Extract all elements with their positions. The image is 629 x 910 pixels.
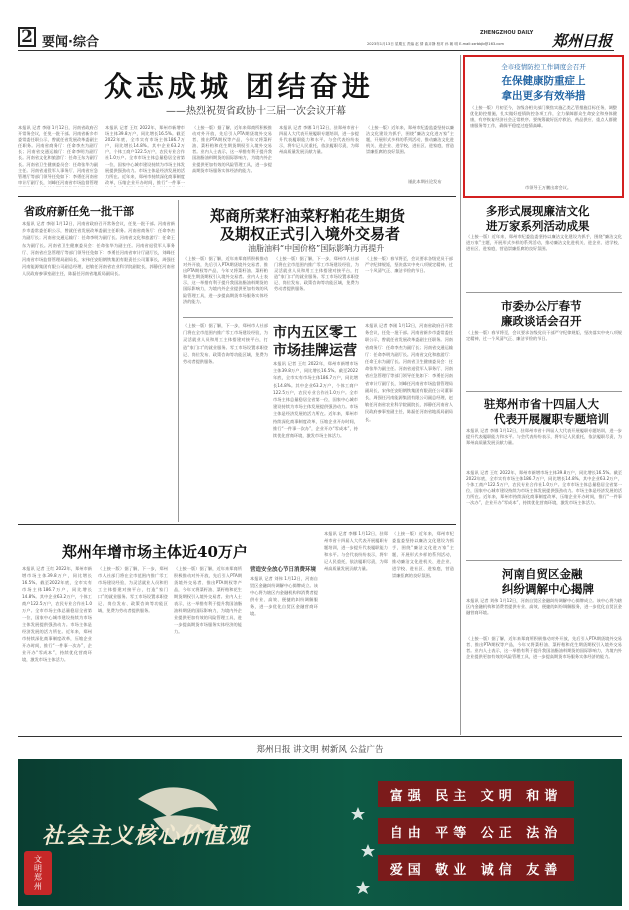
ad-seal <box>24 851 52 895</box>
right-rule-3 <box>466 560 622 561</box>
story-center-mid-body-left: （上接一版）据了解，下一步，郑州市人社部门将在全市范围内推广零工市场建设经验，为灵活就业人员和用工主体搭建对接平台，打造“家门口”的就业服务。零工市场设置求职登记、岗位发布、政策咨询等功能区域，免费为劳动者提供服务。 <box>183 323 268 365</box>
story-right-2-headline-1: 市委办公厅春节 <box>501 299 582 313</box>
page-number-box <box>18 27 36 47</box>
sidebar-body: （上接一版）月初至今，各级各相关部门聚焦实施乙类乙管措施目标任务，调整优化防控措施，扎实做好疫情防控各项工作，全力保障群众生命安全和身体健康，有序恢复经济社会正常秩序。要统筹做好医疗救治、药品供应、重点人群健康服务等工作，确保平稳度过疫情高峰。 <box>470 105 617 129</box>
lead-subheadline: ——热烈祝贺省政协十三届一次会议开幕 <box>166 106 346 117</box>
masthead-logo: 郑州日报 <box>552 32 613 50</box>
story-left-mid-body-6: （上接一版）近年来，郑州市纪委监委坚持以廉洁文化建设为抓手，围绕“廉洁文化进万家”主题，开展形式多样的系列活动，推动廉洁文化进机关、进企业、进学校、进社区、进家庭，营造崇廉拒腐的良好氛围。 <box>392 531 454 578</box>
story-right-4-headline-2: 纠纷调解中心揭牌 <box>502 582 594 596</box>
lead-body-5: （上接一版）近年来，郑州市纪委监委坚持以廉洁文化建设为抓手，围绕“廉洁文化进万家”主题，开展形式多样的系列活动，推动廉洁文化进机关、进企业、进学校、进社区、进家庭，营造崇廉拒腐的良好氛围。 <box>366 125 454 155</box>
right-rule-1 <box>466 292 622 293</box>
lead-closing: 谨此本期社论发布 <box>408 179 442 184</box>
story-right-4-body: 本报讯 记者 刘伟 1月12日，河南自贸区金融纠纷调解中心揭牌成立。该中心将为辖区内金融机构和消费者提供专业、高效、便捷的纠纷调解服务，进一步优化自贸区金融营商环境。 <box>466 598 622 616</box>
story-right-1-headline-2: 进万家系列活动成果 <box>486 219 590 233</box>
ad-values-row-1 <box>378 781 574 807</box>
story-left-mid-body-5: 本报讯 记者 李娜 1月12日，驻郑州市省十四届人大代表开展履职专题培训，进一步提升代表履职能力和水平。与会代表纷纷表示，将牢记人民重托，依法履职尽责，为郑州高质量发展贡献力量。 <box>324 531 388 571</box>
ad-values-row-2 <box>378 818 574 844</box>
lead-body-4: 本报讯 记者 李娜 1月12日，驻郑州市省十四届人大代表开展履职专题培训，进一步提升代表履职能力和水平。与会代表纷纷表示，将牢记人民重托，依法履职尽责，为郑州高质量发展贡献力量。 <box>279 125 359 155</box>
ad-values-row-2-text: 自由 平等 公正 法治 <box>389 825 563 841</box>
ad-panel <box>18 759 622 906</box>
story-left-top-body: 本报讯 记者 李刚 1月12日，河南省政府召开常务会议，任免一批干部。河南省新乡市委常委任职公示，曾就任省发展改革委副主任职务。河南省商务厅：任命李杰为副厅长；河南省交通运输厅：任命李明为副厅长。河南省文化和旅游厅：任命王东为副厅长。河南省卫生健康委员会：任命张华为副主任。河南省退役军人事务厅、河南省应急管理厅等部门领导任免如下：李勇任河南省审计厅副厅长，刘峰任河南省市场监督管理局副局长，宋伟任安阳钢铁集团有限责任公司董事长，周强任河南能源集团有限公司副总经理，赵敏任河南省农业科学院副院长，郭静任河南省人民政府参事室副主任，陈磊任河南省地质局副局长。 <box>22 221 175 277</box>
right-rule-2 <box>466 391 622 392</box>
story-center-top-subheadline: 油脂油料“中国价格”国际影响力再提升 <box>248 244 385 253</box>
story-center-mid-headline-2: 市场挂牌运营 <box>273 343 357 359</box>
ad-banner <box>18 739 622 906</box>
section-title: 要闻·综合 <box>42 35 99 50</box>
story-right-3-body-cont: 本报讯 记者 王红 2022年，郑州市新增市场主体39.8万户，同比增长16.5%。截至2022年底，全市实有市场主体186.7万户，同比增长14.8%。其中企业63.2万户，个体工商户122.5万户，农民专业合作社1.0万户。全市市场主体总量稳居全省第一位，国家中心城市建设持续为市场主体发展提供强劲动力。市场主体是经济发展的活力所在。近年来，郑州市持续深化商事制度改革，压缩企业开办时间，推行“一件事一次办”，企业开办“零成本”，持续优化营商环境，激发市场主体活力。 <box>466 470 622 506</box>
ad-tagline <box>18 739 622 759</box>
story-center-mid-body-right: 本报讯 记者 李刚 1月12日，河南省政府召开常务会议，任免一批干部。河南省新乡市委常委任职公示，曾就任省发展改革委副主任职务。河南省商务厅：任命李杰为副厅长；河南省交通运输厅：任命李明为副厅长。河南省文化和旅游厅：任命王东为副厅长。河南省卫生健康委员会：任命张华为副主任。河南省退役军人事务厅、河南省应急管理厅等部门领导任免如下：李勇任河南省审计厅副厅长，刘峰任河南省市场监督管理局副局长，宋伟任安阳钢铁集团有限责任公司董事长，周强任河南能源集团有限公司副总经理，赵敏任河南省农业科学院副院长，郭静任河南省人民政府参事室副主任，陈磊任河南省地质局副局长。 <box>365 323 453 422</box>
story-right-2-headline-2: 廉政谈话会召开 <box>501 314 582 328</box>
story-right-3-headline-1: 驻郑州市省十四届人大 <box>484 397 599 411</box>
paper-pinyin: ZHENGZHOU DAILY <box>480 30 534 36</box>
story-center-top-body-3: （上接一版）春节将至，会议要求各级党员干部严守纪律规矩，坚决落实中央八项规定精神，过一个风清气正、廉洁节俭的节日。 <box>365 256 453 274</box>
lead-headline: 众志成城 团结奋进 <box>104 70 374 103</box>
page-number: 2 <box>21 27 33 47</box>
story-left-mid-headline: 郑州年增市场主体近40万户 <box>62 543 248 561</box>
ad-tagline-text: 郑州日报 讲文明 树新风 公益广告 <box>256 745 384 755</box>
story-right-3-headline-2: 代表开展履职专题培训 <box>494 412 609 426</box>
ad-seal-text: 文明郑州 <box>33 855 43 891</box>
story-left-mid-body-1: 本报讯 记者 王红 2022年，郑州市新增市场主体39.8万户，同比增长16.5%。截至2022年底，全市实有市场主体186.7万户，同比增长14.8%。其中企业63.2万户，个体工商户122.5万户，农民专业合作社1.0万户。全市市场主体总量稳居全省第一位，国家中心城市建设持续为市场主体发展提供强劲动力。市场主体是经济发展的活力所在。近年来，郑州市持续深化商事制度改革，压缩企业开办时间，推行“一件事一次办”，企业开办“零成本”，持续优化营商环境，激发市场主体活力。 <box>22 566 92 662</box>
story-right-2-body: （上接一版）春节将至，会议要求各级党员干部严守纪律规矩，坚决落实中央八项规定精神，过一个风清气正、廉洁节俭的节日。 <box>466 330 622 342</box>
story-right-4-body-cont: （上接一版）据了解，近年来郑商所积极推动对外开放，先后引入PTA期货境外交易者、推出PTA期权等产品，今年又将菜籽油、菜籽粕和花生期货期权引入境外交易者。业内人士表示，这一举措有利于提升我国油脂油料期货的国际影响力，为境内外企业提供更加有效的风险管理工具，进一步提高期货市场服务实体经济的能力。 <box>466 636 622 660</box>
sidebar-note: 市领导王万鹏出席会议。 <box>525 185 572 190</box>
lead-body-1: 本报讯 记者 李刚 1月12日，河南省政府召开常务会议，任免一批干部。河南省新乡市委常委任职公示，曾就任省发展改革委副主任职务。河南省商务厅：任命李杰为副厅长；河南省交通运输厅：任命李明为副厅长。河南省文化和旅游厅：任命王东为副厅长。河南省卫生健康委员会：任命张华为副主任。河南省退役军人事务厅、河南省应急管理厅等部门领导任免如下：李勇任河南省审计厅副厅长，刘峰任河南省市场监督管理 <box>18 125 98 185</box>
story-center-mid-body-mid: 本报讯 记者 王红 2022年，郑州市新增市场主体39.8万户，同比增长16.5%。截至2022年底，全市实有市场主体186.7万户，同比增长14.8%。其中企业63.2万户，个体工商户122.5万户，农民专业合作社1.0万户。全市市场主体总量稳居全省第一位，国家中心城市建设持续为市场主体发展提供强劲动力。市场主体是经济发展的活力所在。近年来，郑州市持续深化商事制度改革，压缩企业开办时间，推行“一件事一次办”，企业开办“零成本”，持续优化营商环境，激发市场主体活力。 <box>273 361 358 439</box>
sidebar-headline-2: 拿出更多有效举措 <box>501 90 586 102</box>
bottom-content-rule <box>18 736 622 737</box>
story-left-mid-body-3: （上接一版）据了解，近年来郑商所积极推动对外开放，先后引入PTA期货境外交易者、推出PTA期权等产品，今年又将菜籽油、菜籽粕和花生期货期权引入境外交易者。业内人士表示，这一举措有利于提升我国油脂油料期货的国际影响力，为境内外企业提供更加有效的风险管理工具，进一步提高期货市场服务实体经济的能力。 <box>174 566 242 634</box>
lead-article <box>18 55 456 190</box>
story-center-top-body-1: （上接一版）据了解，近年来郑商所积极推动对外开放，先后引入PTA期货境外交易者、推出PTA期权等产品，今年又将菜籽油、菜籽粕和花生期货期权引入境外交易者。业内人士表示，这一举措有利于提升我国油脂油料期货的国际影响力，为境内外企业提供更加有效的风险管理工具，进一步提高期货市场服务实体经济的能力。 <box>183 256 268 304</box>
sidebar-headline-1: 在保健康防重症上 <box>501 75 586 87</box>
mid-rule <box>18 524 456 525</box>
story-left-top-headline: 省政府新任免一批干部 <box>24 205 134 218</box>
ad-star-graphic <box>351 807 375 894</box>
center-top-rule <box>183 317 453 318</box>
story-right-4-headline-1: 河南自贸区金融 <box>502 567 583 581</box>
sidebar-kicker: 全市疫情防控工作调度会召开 <box>501 63 586 71</box>
left-col-divider <box>178 200 179 522</box>
column-divider-right <box>460 55 461 735</box>
header-meta: 2023年1月13日 星期五 责编 赵 倩 曲卉静 校对 孙 朝 明 E-mail:zzrbbjb@163.com <box>367 42 504 46</box>
lead-body-2: 本报讯 记者 王红 2022年，郑州市新增市场主体39.8万户，同比增长16.5%。截至2022年底，全市实有市场主体186.7万户，同比增长14.8%。其中企业63.2万户，个体工商户122.5万户，农民专业合作社1.0万户。全市市场主体总量稳居全省第一位，国家中心城市建设持续为市场主体发展提供强劲动力。市场主体是经济发展的活力所在。近年来，郑州市持续深化商事制度改革，压缩企业开办时间，推行“一件事一 <box>105 125 185 185</box>
ad-values-row-3 <box>378 855 574 881</box>
lead-body-3: （上接一版）据了解，近年来郑商所积极推动对外开放，先后引入PTA期货境外交易者、推出PTA期权等产品，今年又将菜籽油、菜籽粕和花生期货期权引入境外交易者。业内人士表示，这一举措有利于提升我国油脂油料期货的国际影响力，为境内外企业提供更加有效的风险管理工具，进一步提高期货市场服务实体经济的能力。 <box>192 125 272 173</box>
page-header <box>0 0 629 53</box>
ad-title: 社会主义核心价值观 <box>42 823 250 849</box>
story-center-top-headline-2: 及期权正式引入境外交易者 <box>220 225 401 243</box>
story-left-mid-body-4: 本报讯 记者 刘伟 1月12日，河南自贸区金融纠纷调解中心揭牌成立。该中心将为辖区内金融机构和消费者提供专业、高效、便捷的纠纷调解服务，进一步优化自贸区金融营商环境。 <box>250 576 318 616</box>
ad-values-row-3-text: 爱国 敬业 诚信 友善 <box>389 862 563 878</box>
story-center-top-body-2: （上接一版）据了解，下一步，郑州市人社部门将在全市范围内推广零工市场建设经验，为灵活就业人员和用工主体搭建对接平台，打造“家门口”的就业服务。零工市场设置求职登记、岗位发布、政策咨询等功能区域，免费为劳动者提供服务。 <box>274 256 359 292</box>
story-left-mid-body-2: （上接一版）据了解，下一步，郑州市人社部门将在全市范围内推广零工市场建设经验，为灵活就业人员和用工主体搭建对接平台，打造“家门口”的就业服务。零工市场设置求职登记、岗位发布、政策咨询等功能区域，免费为劳动者提供服务。 <box>98 566 168 613</box>
lead-bottom-rule <box>18 196 456 197</box>
story-right-3-body: 本报讯 记者 李娜 1月12日，驻郑州市省十四届人大代表开展履职专题培训，进一步提升代表履职能力和水平。与会代表纷纷表示，将牢记人民重托，依法履职尽责，为郑州高质量发展贡献力量。 <box>466 428 622 446</box>
story-right-1-headline-1: 多形式展现廉洁文化 <box>486 204 590 218</box>
sidebar-highlight-box <box>463 55 624 198</box>
story-center-top-headline-1: 郑商所菜籽油菜籽粕花生期货 <box>210 207 406 225</box>
ad-values-row-1-text: 富强 民主 文明 和谐 <box>389 788 563 804</box>
story-right-1-body: （上接一版）近年来，郑州市纪委监委坚持以廉洁文化建设为抓手，围绕“廉洁文化进万家”主题，开展形式多样的系列活动，推动廉洁文化进机关、进企业、进学校、进社区、进家庭，营造崇廉拒腐的良好氛围。 <box>466 234 622 252</box>
story-center-mid-headline-1: 市内五区零工 <box>273 325 357 341</box>
story-left-mid-side-caption: 营造安全放心节日消费环境 <box>250 567 317 573</box>
header-rule <box>18 50 614 51</box>
